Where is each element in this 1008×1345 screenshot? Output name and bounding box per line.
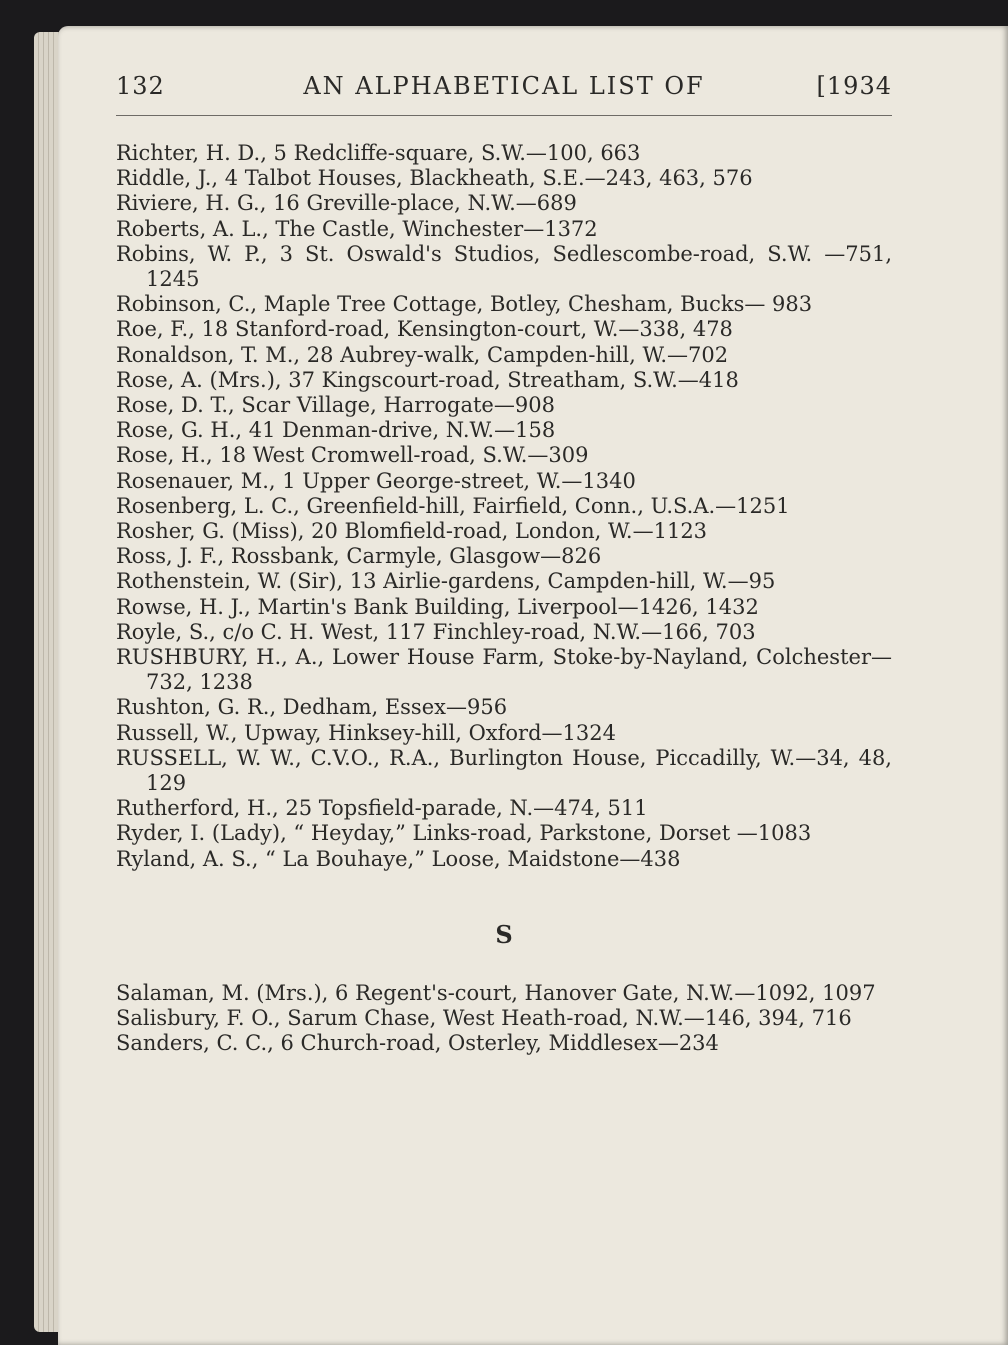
list-item: Robins, W. P., 3 St. Oswald's Studios, Sedlescombe-road, S.W. —751, 1245 <box>116 241 892 292</box>
list-item: Rushton, G. R., Dedham, Essex—956 <box>116 695 508 720</box>
list-item: Ross, J. F., Rossbank, Carmyle, Glasgow—826 <box>116 544 602 569</box>
list-item: RUSHBURY, H., A., Lower House Farm, Stoke-by-Nayland, Colchester—732, 1238 <box>116 645 892 695</box>
list-item: Salisbury, F. O., Sarum Chase, West Heath-road, N.W.—146, 394, 716 <box>116 1006 852 1031</box>
entry-list <box>116 141 892 1057</box>
list-item: Russell, W., Upway, Hinksey-hill, Oxford—1324 <box>116 720 616 745</box>
list-item: Rosenauer, M., 1 Upper George-street, W.—1340 <box>116 468 636 493</box>
year-marker: [1934 <box>816 72 892 100</box>
list-item: Rosenberg, L. C., Greenfield-hill, Fairfield, Conn., U.S.A.—1251 <box>116 493 790 518</box>
list-item: Rothenstein, W. (Sir), 13 Airlie-gardens, Campden-hill, W.—95 <box>116 569 776 594</box>
section-letter: S <box>495 919 513 949</box>
list-item: Ryland, A. S., “ La Bouhaye,” Loose, Maidstone—438 <box>116 846 681 871</box>
list-item: Rowse, H. J., Martin's Bank Building, Liverpool—1426, 1432 <box>116 594 759 619</box>
section-gap <box>116 872 892 920</box>
list-item: Rosher, G. (Miss), 20 Blomfield-road, London, W.—1123 <box>116 519 708 544</box>
list-item: Ryder, I. (Lady), “ Heyday,” Links-road, Parkstone, Dorset —1083 <box>116 821 812 846</box>
list-item: Robinson, C., Maple Tree Cottage, Botley, Chesham, Bucks— 983 <box>116 292 813 317</box>
list-item: Rose, D. T., Scar Village, Harrogate—908 <box>116 393 555 418</box>
section-gap <box>116 950 892 981</box>
list-item: Rose, G. H., 41 Denman-drive, N.W.—158 <box>116 418 556 443</box>
page-number: 132 <box>116 72 165 100</box>
page-title: AN ALPHABETICAL LIST OF <box>303 72 705 100</box>
running-header <box>116 72 892 112</box>
list-item: Rose, H., 18 West Cromwell-road, S.W.—309 <box>116 443 589 468</box>
list-item: Rutherford, H., 25 Topsfield-parade, N.—474, 511 <box>116 796 648 821</box>
list-item: Roe, F., 18 Stanford-road, Kensington-court, W.—338, 478 <box>116 317 733 342</box>
list-item: Salaman, M. (Mrs.), 6 Regent's-court, Hanover Gate, N.W.—1092, 1097 <box>116 980 876 1005</box>
list-item: Ronaldson, T. M., 28 Aubrey-walk, Campden-hill, W.—702 <box>116 342 729 367</box>
list-item: RUSSELL, W. W., C.V.O., R.A., Burlington House, Piccadilly, W.—34, 48, 129 <box>116 745 892 796</box>
list-item: Riddle, J., 4 Talbot Houses, Blackheath, S.E.—243, 463, 576 <box>116 166 753 191</box>
list-item: Rose, A. (Mrs.), 37 Kingscourt-road, Streatham, S.W.—418 <box>116 367 739 392</box>
list-item: Riviere, H. G., 16 Greville-place, N.W.—689 <box>116 191 577 216</box>
list-item: Richter, H. D., 5 Redcliffe-square, S.W.—100, 663 <box>116 141 641 165</box>
list-item: Sanders, C. C., 6 Church-road, Osterley, Middlesex—234 <box>116 1031 719 1056</box>
list-item: Roberts, A. L., The Castle, Winchester—1372 <box>116 216 598 241</box>
list-item: Royle, S., c/o C. H. West, 117 Finchley-road, N.W.—166, 703 <box>116 619 756 644</box>
header-rule <box>116 115 892 116</box>
